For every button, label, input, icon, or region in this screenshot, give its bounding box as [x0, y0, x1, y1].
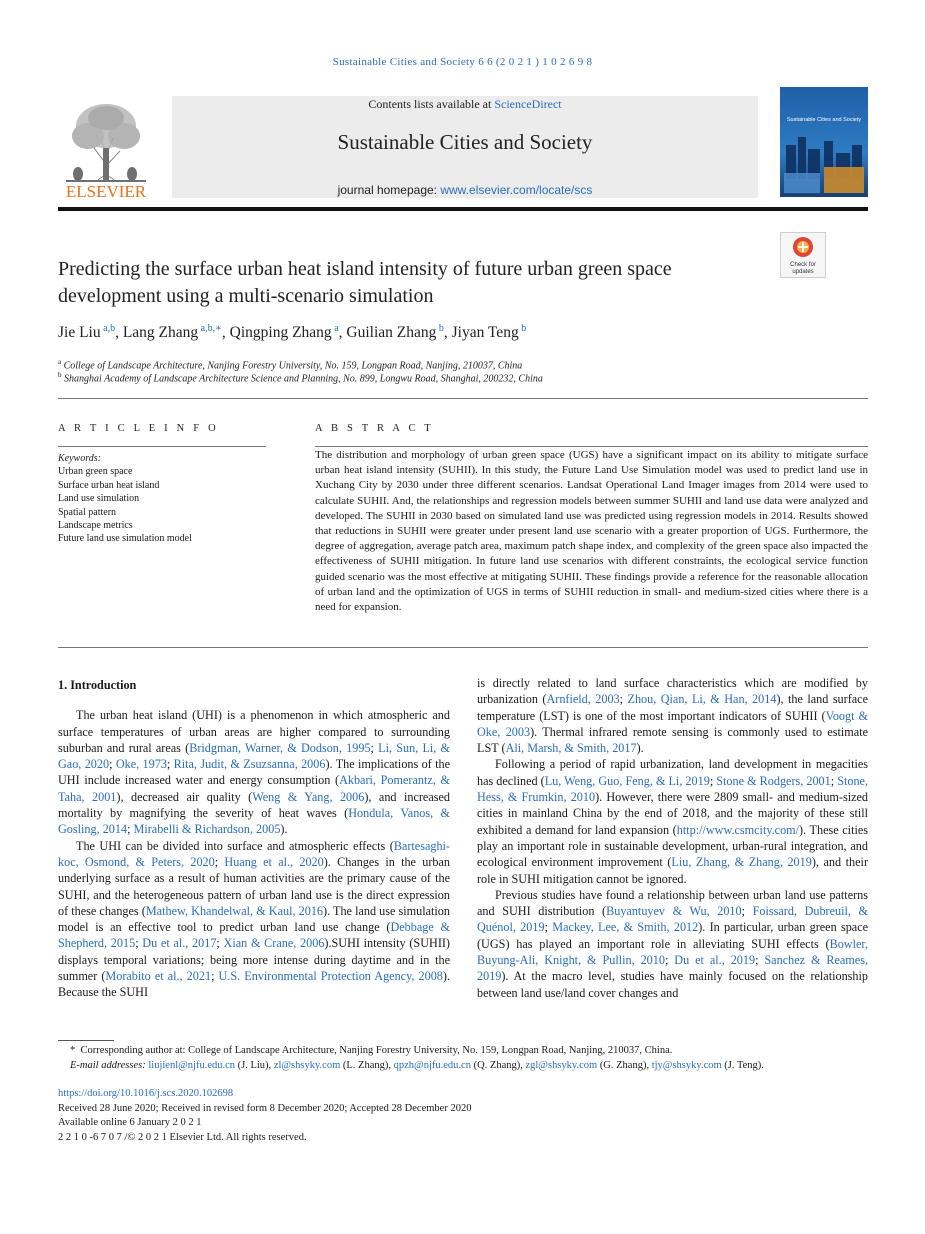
citation-link[interactable]: Voogt & Oke, 2003 — [477, 708, 868, 739]
paragraph-text: ; — [755, 953, 765, 968]
body-column-right — [477, 675, 868, 1001]
author-separator: , — [115, 324, 123, 342]
citation-link[interactable]: Buyantuyev & Wu, 2010 — [606, 904, 742, 919]
citation-link[interactable]: Oke, 1973 — [115, 757, 167, 772]
right-paragraphs — [477, 675, 868, 1001]
citation-link[interactable]: http://www.csmcity.com/ — [676, 822, 800, 837]
paragraph-text: ). — [636, 741, 644, 756]
affiliation-b — [58, 371, 543, 384]
citation-link[interactable]: Xian & Crane, 2006 — [223, 936, 325, 951]
citation-link[interactable]: Bartesaghi-koc, Osmond, & Peters, 2020 — [58, 838, 450, 869]
check-for-updates-badge[interactable] — [780, 232, 826, 278]
sciencedirect-link[interactable]: ScienceDirect — [494, 97, 562, 111]
citation-link[interactable]: Du et al., 2017 — [142, 936, 217, 951]
citation-link[interactable]: Weng & Yang, 2006 — [252, 789, 365, 804]
citation-link[interactable]: Stone, Hess, & Frumkin, 2010 — [477, 773, 868, 805]
paragraph-text: Following a period of rapid urbanization, land development in megacities has declined ( — [477, 757, 868, 788]
divider — [58, 446, 266, 447]
author-affiliation-mark[interactable]: a,b — [100, 323, 116, 334]
paragraph-text: ). The implications of the UHI include increased water and energy consumption ( — [58, 757, 450, 788]
paragraph-text: ; — [830, 773, 838, 788]
paragraph-text: ; — [211, 969, 219, 984]
article-title: Predicting the surface urban heat island intensity of future urban green space development using a multi-scenario simulation — [58, 258, 672, 307]
citation-link[interactable]: Mackey, Lee, & Smith, 2012 — [552, 920, 699, 935]
paragraph-text: ; — [544, 920, 553, 935]
paragraph-text: ; — [127, 822, 134, 837]
keyword: Future land use simulation model — [58, 533, 192, 545]
affiliation-text: Shanghai Academy of Landscape Architecture Science and Planning, No. 899, Longwu Road, Shanghai, 200232, China — [64, 373, 543, 385]
divider — [58, 398, 868, 399]
paragraph-text: ; — [166, 757, 174, 772]
contents-prefix: Contents lists available at — [368, 97, 495, 111]
citation-link[interactable]: U.S. Environmental Protection Agency, 2008 — [218, 969, 443, 984]
email-link[interactable]: zgl@shsyky.com — [525, 1059, 598, 1071]
keywords-block — [58, 452, 278, 546]
publication-info — [58, 1087, 868, 1145]
journal-cover-image — [780, 87, 868, 197]
author-name: Guilian Zhang — [346, 324, 437, 342]
homepage-prefix: journal homepage: — [337, 183, 441, 197]
author-separator: , — [338, 324, 347, 342]
crossmark-icon — [781, 233, 825, 277]
doi-link[interactable]: https://doi.org/10.1016/j.scs.2020.102698 — [58, 1088, 234, 1099]
citation-link[interactable]: Li, Sun, Li, & Gao, 2020 — [58, 740, 451, 772]
paragraph — [477, 675, 868, 756]
copyright: 2 2 1 0 -6 7 0 7 /© 2 0 2 1 Elsevier Ltd. All rights reserved. — [58, 1131, 307, 1143]
crossmark-label-1: Check for — [790, 262, 816, 268]
paragraph-text: ), decreased air quality ( — [116, 789, 253, 804]
paragraph-text: ; — [709, 773, 717, 788]
footnote-mark: * — [70, 1045, 76, 1056]
citation-link[interactable]: Rita, Judit, & Zsuzsanna, 2006 — [173, 757, 326, 772]
paragraph-text: ).SUHI intensity (SUHII) displays temporal variations; being more intense during daytime and in the summer ( — [58, 936, 450, 984]
paragraph-text: ). These cities play an important role in sustainable development, urban-rural integration, and ecological environment improvement ( — [477, 822, 868, 870]
body-column-left — [58, 677, 450, 1001]
email-label: E-mail addresses: — [70, 1059, 146, 1071]
paragraph-text: ; — [370, 740, 379, 755]
email-owner: (Q. Zhang), — [470, 1059, 526, 1071]
citation-link[interactable]: Foissard, Dubreuil, & Quénol, 2019 — [477, 904, 869, 935]
citation-link[interactable]: Huang et al., 2020 — [224, 854, 324, 869]
journal-title: Sustainable Cities and Society — [337, 130, 593, 154]
author-affiliation-mark[interactable]: b — [436, 323, 444, 334]
author-affiliation-mark[interactable]: a — [331, 323, 339, 334]
email-owner: (J. Teng). — [721, 1059, 764, 1071]
paragraph-text: ). The land use simulation model is an effective tool to predict urban land use change ( — [58, 903, 450, 935]
author-affiliation-mark[interactable]: b — [518, 323, 527, 334]
keyword: Surface urban heat island — [58, 479, 160, 491]
paragraph-text: ; — [216, 936, 224, 951]
left-paragraphs — [58, 707, 450, 1000]
keyword: Urban green space — [58, 466, 133, 478]
paragraph — [477, 756, 868, 886]
paragraph-text: The UHI can be divided into surface and atmospheric effects ( — [76, 838, 394, 853]
affiliation-text: College of Landscape Architecture, Nanjing Forestry University, No. 159, Longpan Road, Nanjing, 210037, China — [63, 360, 523, 372]
citation-link[interactable]: Du et al., 2019 — [674, 953, 756, 968]
email-owner: (G. Zhang), — [597, 1059, 652, 1071]
divider — [58, 647, 868, 648]
journal-reference[interactable]: Sustainable Cities and Society 6 6 (2 0 2 1 ) 1 0 2 6 9 8 — [332, 56, 593, 68]
paragraph-text: ; — [664, 953, 675, 968]
available-online: Available online 6 January 2 0 2 1 — [58, 1117, 202, 1128]
paragraph-text: ). Changes in the urban underlying surface as a result of human activities are the primary cause of the SUHI, and the heterogeneous pattern of urban land use is the direct expression of these changes ( — [58, 854, 450, 918]
received-dates: Received 28 June 2020; Received in revised form 8 December 2020; Accepted 28 December 2020 — [58, 1102, 472, 1114]
paragraph-text: ), and increased mortality by magnifying the severity of heat waves ( — [58, 789, 450, 821]
section-heading: 1. Introduction — [58, 678, 137, 692]
author-list — [58, 323, 838, 342]
header-rule — [58, 207, 868, 211]
email-link[interactable]: zl@shsyky.com — [273, 1059, 341, 1071]
divider — [315, 446, 868, 447]
abstract-text: The distribution and morphology of urban green space (UGS) have a significant impact on its ability to mitigate surface urban heat island intensity (SUHII). In this study, the Future Land Use Simulation model was used to predict land use in Xuchang City by 2030 under three different scenarios. Landsat Operational Land Imager images from 2014 were used to calculate SUHII. And, the relationships and regression models between summer SUHII and land use data were analyzed and developed. The SUHII in 2030 based on simulated land use was predicted using regression models in 2014. Results showed that reductions in SUHII were greater under present land use scenario with a greater proportion of UGS. Furthermore, the degree of aggregation, average patch area, maximum patch shape index, and complexity of the green space also impacted the effectiveness of SUHII mitigation. In future land use scenarios with different constraints, the ecological service function guided scenario was the most effective at mitigating SUHII. These findings provide a reference for the reasonable allocation of urban land and the optimization of UGS in terms of SUHII reduction in small- and medium-sized cities where there is a need for expansion. — [315, 449, 868, 614]
paragraph-text: ). Thermal infrared remote sensing is commonly used to estimate LST ( — [477, 724, 868, 756]
paragraph-text: is directly related to land surface characteristics which are modified by urbanization ( — [477, 676, 868, 707]
elsevier-wordmark: ELSEVIER — [65, 182, 147, 201]
homepage-link[interactable]: www.elsevier.com/locate/scs — [440, 183, 593, 197]
author-name: Jie Liu — [58, 324, 101, 342]
author-name: Lang Zhang — [122, 324, 199, 342]
email-addresses — [58, 1059, 868, 1074]
paragraph-text: ; — [109, 757, 116, 772]
email-link[interactable]: qpzh@njfu.edu.cn — [393, 1059, 471, 1071]
contents-line — [172, 97, 758, 112]
paragraph — [58, 707, 450, 837]
citation-link[interactable]: Mirabelli & Richardson, 2005 — [133, 822, 281, 837]
paragraph-text: ). — [280, 822, 288, 837]
footnote-rule — [58, 1040, 114, 1041]
paragraph-text: ). At the macro level, studies have mainly focused on the relationship between land use/land cover changes and — [477, 969, 868, 1000]
citation-link[interactable]: Akbari, Pomerantz, & Taha, 2001 — [58, 773, 450, 804]
corresponding-author-note — [58, 1044, 868, 1059]
paragraph — [477, 887, 868, 1001]
author-separator: , — [221, 324, 230, 342]
keyword: Landscape metrics — [58, 520, 133, 532]
footnotes — [58, 1044, 868, 1073]
citation-link[interactable]: Morabito et al., 2021 — [105, 969, 212, 984]
citation-link[interactable]: Mathew, Khandelwal, & Kaul, 2016 — [145, 903, 324, 918]
citation-link[interactable]: Liu, Zhang, & Zhang, 2019 — [671, 855, 812, 870]
citation-link[interactable]: Lu, Weng, Guo, Feng, & Li, 2019 — [544, 773, 710, 788]
citation-link[interactable]: Bridgman, Warner, & Dodson, 1995 — [189, 740, 371, 755]
author-name: Jiyan Teng — [451, 324, 519, 342]
author-affiliation-mark[interactable]: a,b,∗ — [198, 323, 222, 334]
paragraph — [58, 838, 450, 1001]
citation-link[interactable]: Arnfield, 2003 — [546, 692, 620, 707]
affiliation-mark: b — [58, 371, 62, 379]
journal-homepage — [172, 183, 758, 197]
article-info-heading: A R T I C L E I N F O — [58, 423, 219, 434]
citation-link[interactable]: Sanchez & Reames, 2019 — [477, 953, 868, 984]
keyword: Spatial pattern — [58, 506, 117, 518]
keyword: Land use simulation — [58, 493, 140, 505]
email-owner: (L. Zhang), — [340, 1059, 394, 1071]
paragraph-text: ). However, there were 2809 small- and medium-sized cities in mainland China by the end of 2018, and the majority of these still exhibited a demand for land expansion ( — [477, 790, 868, 837]
cover-title: Sustainable Cities and Society — [786, 117, 862, 123]
keywords-label: Keywords: — [58, 453, 101, 464]
paragraph-text: ; — [741, 904, 753, 919]
email-owner: (J. Liu), — [235, 1059, 274, 1071]
abstract-heading: A B S T R A C T — [315, 423, 434, 434]
paragraph-text: ; — [619, 692, 628, 707]
email-link[interactable]: tjy@shsyky.com — [651, 1059, 722, 1071]
elsevier-logo — [58, 96, 154, 202]
paragraph-text: The urban heat island (UHI) is a phenomenon in which atmospheric and surface temperatures of urban areas are higher compared to surrounding suburban and rural areas ( — [58, 708, 450, 755]
citation-link[interactable]: Stone & Rodgers, 2001 — [716, 773, 831, 788]
crossmark-label-2: updates — [792, 269, 814, 275]
author-separator: , — [443, 324, 452, 342]
citation-link[interactable]: Ali, Marsh, & Smith, 2017 — [505, 741, 637, 756]
paragraph-text: ), and their role in SUHI mitigation cannot be ignored. — [477, 855, 868, 886]
paragraph-text: ; — [214, 854, 225, 869]
affiliation-mark: a — [58, 358, 62, 366]
affiliation-a — [58, 358, 522, 371]
citation-link[interactable]: Debbage & Shepherd, 2015 — [58, 920, 450, 951]
author-name: Qingping Zhang — [229, 324, 332, 342]
email-link[interactable]: liujienl@njfu.edu.cn — [148, 1059, 236, 1071]
paragraph-text: ), the land surface temperature (LST) is one of the most important indicators of SUHII ( — [477, 692, 868, 723]
paragraph-text: ). Because the SUHI — [58, 969, 451, 1000]
paragraph-text: ). In particular, urban green space (UGS) has played an important role in alleviating SUHI effects ( — [477, 920, 869, 951]
citation-link[interactable]: Hondula, Vanos, & Gosling, 2014 — [58, 806, 450, 837]
corresponding-text: Corresponding author at: College of Landscape Architecture, Nanjing Forestry University, No. 159, Longpan Road, Nanjing, 210037, China. — [80, 1045, 673, 1056]
paragraph-text: ; — [135, 936, 143, 951]
citation-link[interactable]: Bowler, Buyung-Ali, Knight, & Pullin, 2010 — [477, 936, 868, 968]
citation-link[interactable]: Zhou, Qian, Li, & Han, 2014 — [627, 692, 777, 707]
paragraph-text: Previous studies have found a relationship between urban land use patterns and SUHI distribution ( — [477, 887, 868, 919]
